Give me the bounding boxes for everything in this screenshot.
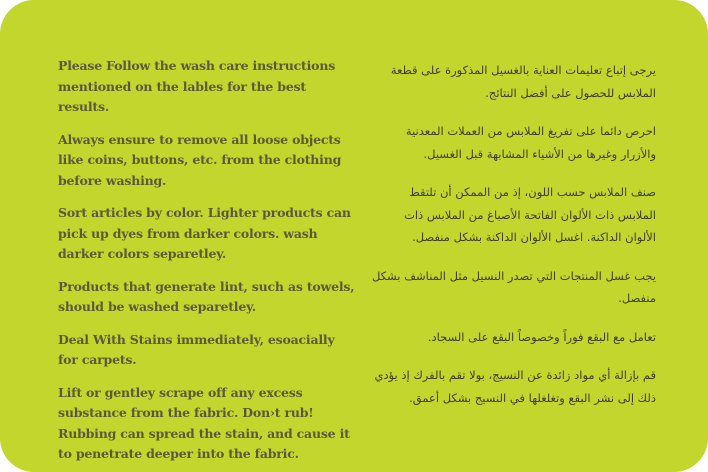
english-instruction-1: Please Follow the wash care instructions mentioned on the lables for the best results.	[58, 58, 336, 114]
english-instruction-6: Lift or gentley scrape off any excess substance from the fabric. Don›t rub! Rubbing can spread the stain, and cause it to penetrate deeper into the fabric.	[58, 384, 350, 461]
arabic-instruction-2: احرص دائما على تفريغ الملابس من العملات المعدنية والأزرار وغيرها من الأشياء المشابهة قبل الغسيل.	[405, 124, 656, 161]
arabic-instruction-4: يجب غسل المنتجات التي تصدر النسيل مثل المناشف بشكل منفصل.	[371, 268, 656, 305]
english-instruction-4: Products that generate lint, such as towels, should be washed separetley.	[58, 278, 355, 314]
arabic-instruction-5: تعامل مع البقع فوراً وخصوصاً البقع على السجاد.	[427, 329, 656, 344]
english-instruction-2: Always ensure to remove all loose objects like coins, buttons, etc. from the clothing before washing.	[58, 131, 342, 188]
english-instruction-3: Sort articles by color. Lighter products can pick up dyes from darker colors. wash darker colors separetley.	[58, 205, 351, 261]
arabic-instruction-6: قم بإزالة أي مواد زائدة عن النسيج، بولا تقم بالفرك إذ يؤدي ذلك إلى نشر البقع وتغلغلها في النسيج بشكل أعمق.	[374, 368, 656, 405]
arabic-instruction-3: صنف الملابس حسب اللون، إذ من الممكن أن تلتقط الملابس ذات الألوان الفاتحة الأصباغ من الملابس ذات الألوان الداكنة. اغسل الألوان الداكنة بشكل منفصل.	[404, 185, 656, 244]
english-instructions	[58, 56, 358, 465]
arabic-instruction-1: يرجى إتباع تعليمات العناية بالغسيل المذكورة على قطعة الملابس للحصول على أفضل النتائج.	[390, 63, 656, 100]
english-instruction-5: Deal With Stains immediately, esoacially for carpets.	[58, 331, 335, 367]
arabic-instructions	[370, 59, 656, 409]
